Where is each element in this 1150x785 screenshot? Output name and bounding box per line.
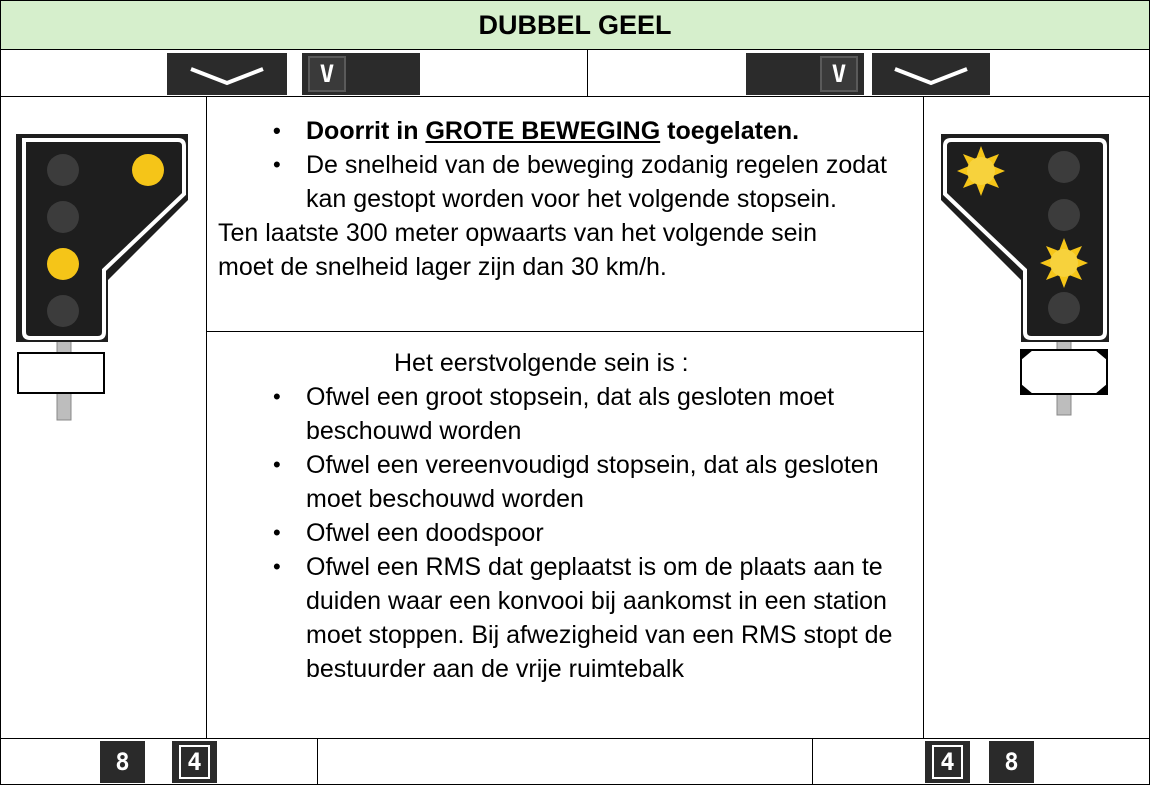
next-signal-item: • Ofwel een vereenvoudigd stopsein, dat als gesloten moet beschouwd worden: [218, 448, 918, 516]
number-plate-left-a-value: 8: [115, 748, 130, 776]
signal-right-icon: [937, 130, 1117, 425]
next-signal-heading: Het eerstvolgende sein is :: [394, 349, 689, 377]
divider-left-col: [206, 96, 207, 738]
number-plate-right-a: [925, 741, 970, 783]
v-plate-right: [746, 53, 864, 95]
v-letter-right: V: [820, 56, 858, 92]
aspect-bullet-1-prefix: Doorrit in: [306, 117, 426, 145]
v-letter-left: V: [308, 56, 346, 92]
divider-top-row: [0, 96, 1150, 97]
next-signal-item: • Ofwel een doodspoor: [218, 516, 918, 550]
aspect-description: [218, 114, 918, 284]
aspect-bullet-1-suffix: toegelaten.: [660, 117, 800, 145]
divider-top-center: [587, 49, 588, 96]
aspect-bullet-1-emph: GROTE BEWEGING: [425, 117, 661, 145]
next-signal-section: [218, 346, 918, 686]
aspect-note: Ten laatste 300 meter opwaarts van het volgende sein moet de snelheid lager zijn dan 30 km/h.: [218, 219, 817, 281]
page-title: DUBBEL GEEL: [1, 1, 1149, 49]
chevron-down-icon: [177, 59, 277, 89]
number-plate-left-a: [100, 741, 145, 783]
divider-title: [0, 49, 1150, 50]
aspect-bullet-2: • De snelheid van de beweging zodanig regelen zodat kan gestopt worden voor het volgende stopsein.: [218, 148, 918, 216]
number-plate-left-b-value: 4: [179, 745, 209, 779]
chevron-down-icon: [881, 59, 981, 89]
divider-middle: [206, 331, 924, 332]
next-signal-item: • Ofwel een RMS dat geplaatst is om de plaats aan te duiden waar een konvooi bij aankomst in een station moet stoppen. Bij afwezigheid van een RMS stopt de bestuurder aan de vrije ruimtebalk: [218, 550, 918, 686]
divider-bottom-row: [0, 738, 1150, 739]
divider-right-col: [923, 96, 924, 738]
chevron-plate-right: [872, 53, 990, 95]
v-plate-left: [302, 53, 420, 95]
divider-bottom-right: [812, 738, 813, 785]
number-plate-right-a-value: 4: [932, 745, 962, 779]
number-plate-left-b: [172, 741, 217, 783]
signal-left-icon: [12, 130, 192, 425]
chevron-plate-left: [167, 53, 287, 95]
border-left: [0, 0, 1, 785]
next-signal-item: • Ofwel een groot stopsein, dat als gesloten moet beschouwd worden: [218, 380, 918, 448]
divider-bottom-left: [317, 738, 318, 785]
number-plate-right-b: [989, 741, 1034, 783]
number-plate-right-b-value: 8: [1004, 748, 1019, 776]
aspect-bullet-1: [218, 114, 918, 148]
